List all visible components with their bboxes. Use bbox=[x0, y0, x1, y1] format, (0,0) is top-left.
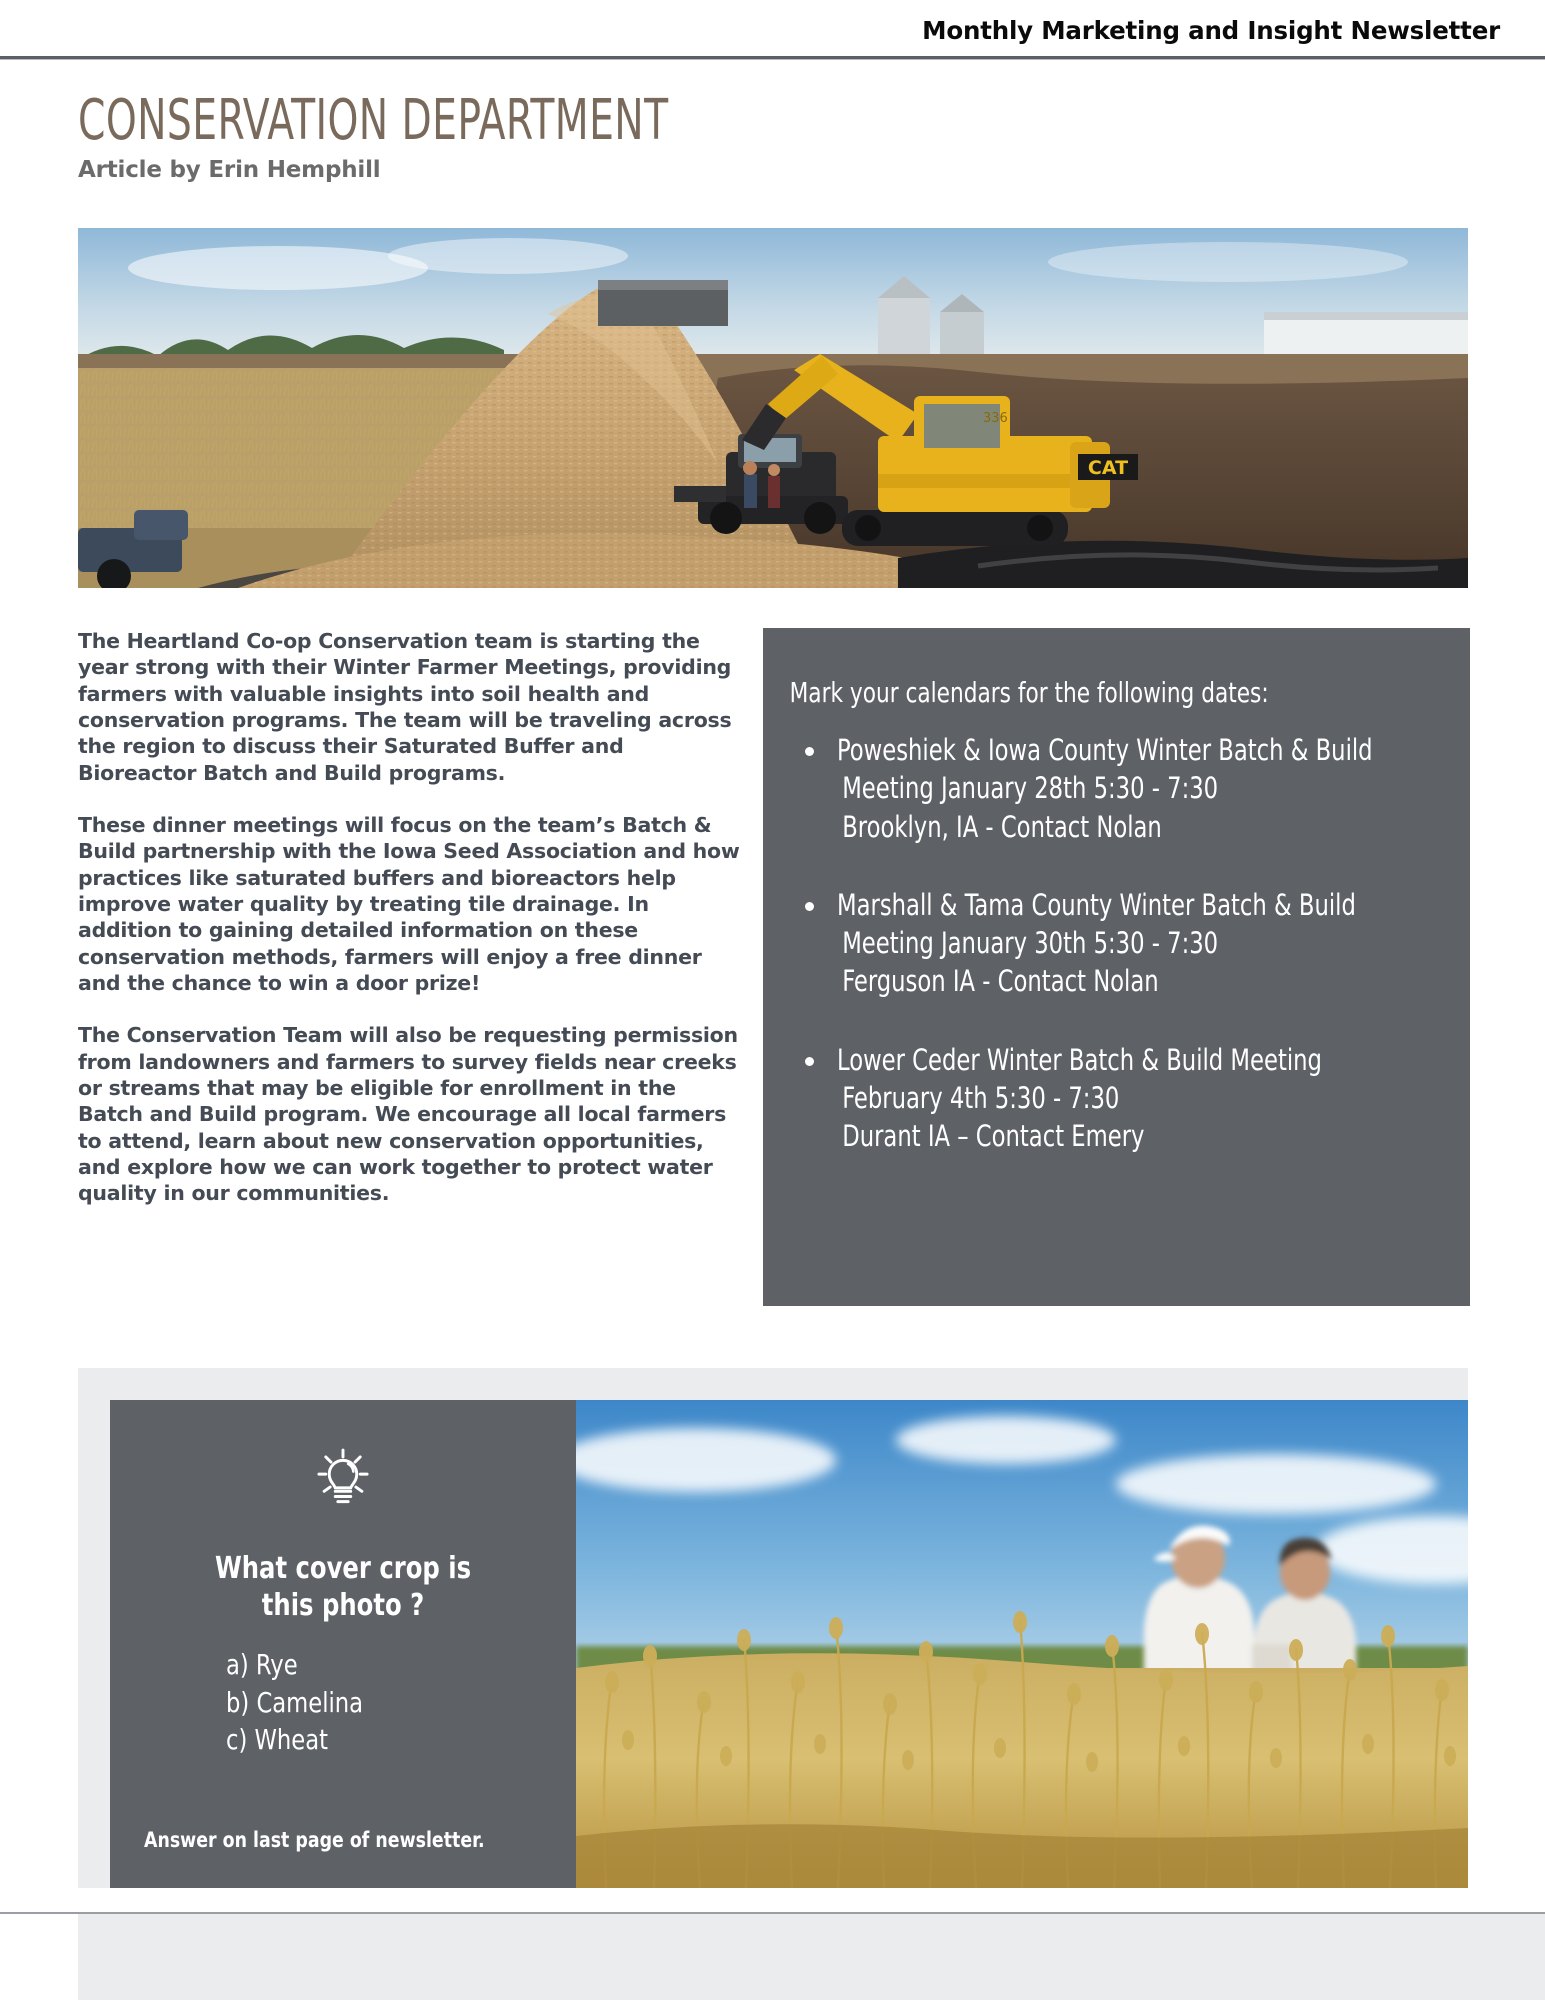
lightbulb-icon bbox=[300, 1438, 386, 1524]
quiz-question-line-1: What cover crop is bbox=[214, 1551, 472, 1586]
date-line-title: Marshall & Tama County Winter Batch & Build bbox=[837, 887, 1356, 922]
bullet-icon bbox=[805, 1057, 814, 1066]
masthead-divider-thin bbox=[0, 59, 1545, 60]
date-line-when: Meeting January 30th 5:30 - 7:30 bbox=[842, 926, 1219, 961]
quiz-option-b[interactable]: b) Camelina bbox=[226, 1685, 364, 1719]
hero-image bbox=[78, 228, 1468, 588]
newsletter-title: Monthly Marketing and Insight Newsletter bbox=[922, 15, 1500, 45]
quiz-inner bbox=[110, 1400, 1468, 1888]
bullet-icon bbox=[805, 747, 814, 756]
quiz-photo-graphic bbox=[576, 1400, 1468, 1888]
date-list-item bbox=[781, 1041, 1442, 1156]
date-line-title: Poweshiek & Iowa County Winter Batch & Build bbox=[837, 733, 1373, 767]
quiz-options bbox=[226, 1646, 576, 1759]
article-header bbox=[78, 88, 978, 183]
date-line-when: February 4th 5:30 - 7:30 bbox=[842, 1080, 1120, 1115]
quiz-photo bbox=[576, 1400, 1468, 1888]
date-line-title: Lower Ceder Winter Batch & Build Meeting bbox=[837, 1042, 1322, 1077]
date-line-where: Brooklyn, IA - Contact Nolan bbox=[842, 809, 1162, 844]
date-list-item bbox=[781, 886, 1442, 1001]
quiz-card bbox=[110, 1400, 576, 1888]
date-list-item bbox=[781, 731, 1442, 846]
dates-panel-heading: Mark your calendars for the following dates: bbox=[789, 676, 1269, 709]
dates-list bbox=[781, 731, 1442, 1155]
quiz-question-line-2: this photo ? bbox=[261, 1588, 425, 1624]
bullet-icon bbox=[805, 902, 814, 911]
page-title: CONSERVATION DEPARTMENT bbox=[78, 88, 669, 153]
masthead bbox=[0, 0, 1545, 60]
quiz-question bbox=[133, 1550, 552, 1624]
article-paragraph-1: The Heartland Co-op Conservation team is starting the year strong with their Winter Farmer Meetings, providing farmers with valuable insights into soil health and conservation programs. The team will be traveling across the region to discuss their Saturated Buffer and Bioreactor Batch and Build programs. bbox=[78, 629, 732, 785]
article-byline: Article by Erin Hemphill bbox=[78, 156, 381, 183]
article-paragraph-3: The Conservation Team will also be requesting permission from landowners and farmers to survey fields near creeks or streams that may be eligible for enrollment in the Batch and Build program. We encourage all local farmers to attend, learn about new conservation opportunities, and explore how we can work together to protect water quality in our communities. bbox=[78, 1023, 738, 1206]
date-line-where: Ferguson IA - Contact Nolan bbox=[842, 964, 1159, 999]
quiz-option-a[interactable]: a) Rye bbox=[226, 1648, 298, 1682]
date-line-when: Meeting January 28th 5:30 - 7:30 bbox=[842, 771, 1219, 806]
article-body bbox=[78, 628, 743, 1207]
quiz-answer-note: Answer on last page of newsletter. bbox=[144, 1828, 485, 1852]
article-paragraph-2: These dinner meetings will focus on the team’s Batch & Build partnership with the Iowa Seed Association and how practices like saturated buffers and bioreactors help improve water quality by treating tile drainage. In addition to gaining detailed information on these conservation methods, farmers will enjoy a free dinner and the chance to win a door prize! bbox=[78, 812, 740, 995]
hero-image-graphic bbox=[78, 228, 1468, 588]
dates-panel bbox=[763, 628, 1470, 1306]
quiz-section bbox=[78, 1368, 1468, 1888]
footer-band bbox=[78, 1914, 1545, 2000]
quiz-option-c[interactable]: c) Wheat bbox=[226, 1723, 329, 1757]
svg-text:336: 336 bbox=[983, 411, 1008, 426]
svg-text:CAT: CAT bbox=[1087, 457, 1129, 479]
date-line-where: Durant IA – Contact Emery bbox=[842, 1119, 1145, 1154]
